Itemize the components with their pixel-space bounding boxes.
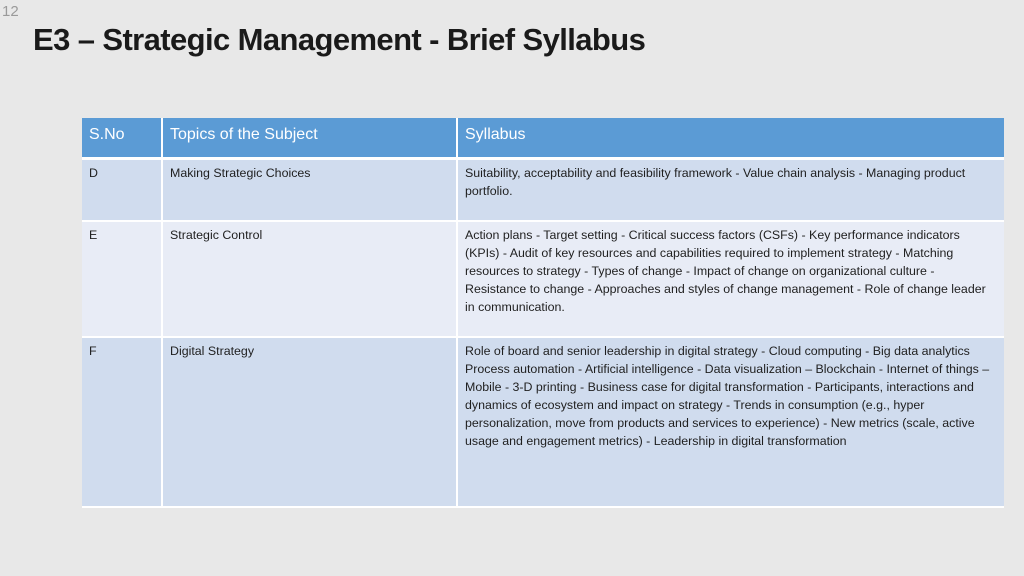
sno-cell: F	[82, 337, 162, 507]
sno-cell: E	[82, 221, 162, 337]
table-row	[82, 221, 1004, 337]
syllabus-table	[82, 118, 1004, 508]
table-header-row	[82, 118, 1004, 158]
page-title: E3 – Strategic Management - Brief Syllabus	[33, 22, 646, 57]
syllabus-text: Role of board and senior leadership in digital strategy - Cloud computing - Big data analytics	[465, 343, 970, 358]
topic-cell: Digital Strategy	[162, 337, 457, 507]
topic-cell: Making Strategic Choices	[162, 158, 457, 221]
header-topics: Topics of the Subject	[162, 118, 457, 158]
header-sno: S.No	[82, 118, 162, 158]
syllabus-text: Suitability, acceptability and feasibility framework - Value chain analysis - Managing product portfolio.	[465, 165, 966, 198]
syllabus-text: Process automation - Artificial intelligence - Data visualization – Blockchain - Internet of things – Mobile - 3-D printing - Business case for digital transformation - Participants, interactions and dynamics of ecosystem and impact on strategy - Trends in consumption (e.g., hyper personalization, move from products and services to experience) - New metrics (scale, active usage and engagement metrics) - Leadership in digital transformation	[465, 361, 990, 448]
syllabus-cell	[457, 337, 1004, 507]
syllabus-text: Action plans - Target setting - Critical success factors (CSFs) - Key performance indicators (KPIs) - Audit of key resources and capabilities required to implement strategy - Matching resources to strategy - Types of change - Impact of change on organizational culture -	[465, 227, 960, 278]
syllabus-cell	[457, 158, 1004, 221]
sno-cell: D	[82, 158, 162, 221]
table-row	[82, 337, 1004, 507]
syllabus-cell	[457, 221, 1004, 337]
table-row	[82, 158, 1004, 221]
topic-cell: Strategic Control	[162, 221, 457, 337]
syllabus-text: Resistance to change - Approaches and styles of change management - Role of change leader in communication.	[465, 281, 986, 314]
slide-number: 12	[2, 3, 19, 20]
header-syllabus: Syllabus	[457, 118, 1004, 158]
